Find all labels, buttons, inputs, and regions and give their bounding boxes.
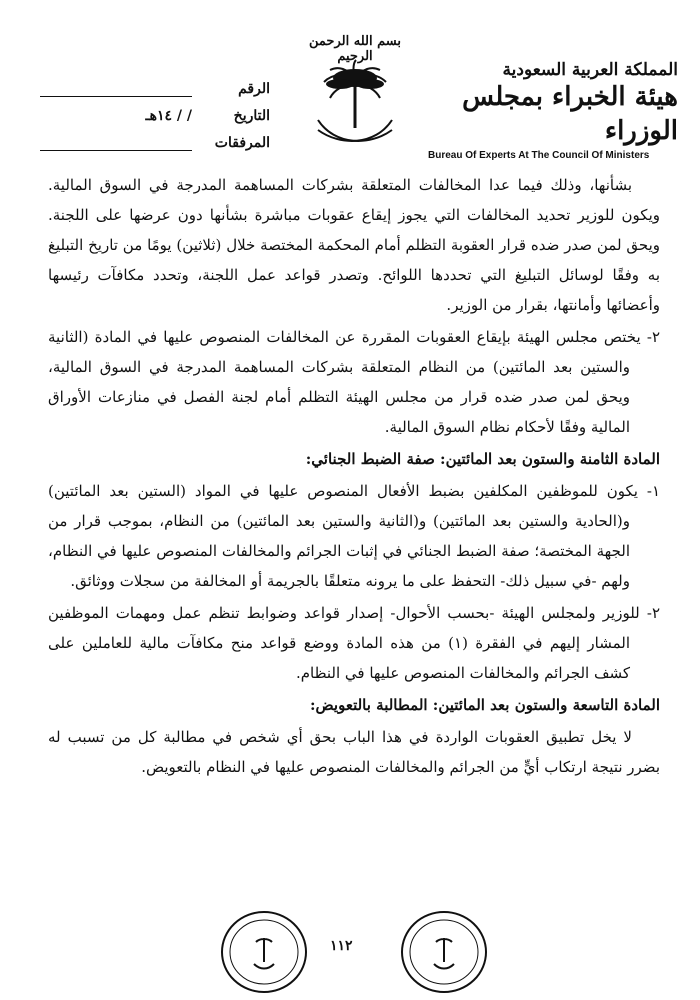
attachments-label: المرفقات (214, 135, 270, 151)
basmala: بسم الله الرحمن الرحيم (309, 34, 401, 64)
org-country: المملكة العربية السعودية (502, 60, 678, 80)
official-stamp-right-icon (400, 908, 488, 996)
document-body (48, 170, 660, 784)
palm-swords-emblem-icon (310, 58, 400, 153)
org-name-english: Bureau Of Experts At The Council Of Ministers (428, 150, 650, 161)
page-number: ١١٢ (330, 938, 353, 954)
date-label: التاريخ (233, 108, 270, 124)
number-label: الرقم (238, 81, 270, 97)
official-stamp-left-icon (220, 908, 308, 996)
article-268-title: المادة الثامنة والستون بعد المائتين: صفة الضبط الجنائي: (305, 450, 660, 468)
paragraph-continuation: بشأنها، وذلك فيما عدا المخالفات المتعلقة بشركات المساهمة المدرجة في السوق المالية. ويكون للوزير تحديد المخالفات التي يجوز إيقاع عقوبات مباشرة بشأنها دون عرضها على اللجنة. ويحق لمن صدر ضده قرار العقوبة التظلم أمام المحكمة المختصة خلال (ثلاثين) يومًا من تاريخ التبليغ به وفقًا لوسائل التبليغ التي تحددها اللوائح. وتصدر قواعد عمل اللجنة، وتحدد مكافآت رئيسها وأعضائها وأمانتها، بقرار من الوزير. (48, 176, 660, 314)
article-269-text: لا يخل تطبيق العقوبات الواردة في هذا الباب بحق أي شخص في مطالبة كل من تسبب له بضرر نتيجة ارتكاب أيٍّ من الجرائم والمخالفات المنصوص عليها في النظام بالتعويض. (48, 728, 660, 776)
letterhead (0, 0, 700, 160)
page-footer (0, 900, 700, 1000)
date-value: / / ١٤هـ (145, 108, 192, 124)
org-name-arabic: هيئة الخبراء بمجلس الوزراء (462, 82, 678, 146)
reference-fields (40, 70, 270, 151)
article-268-item-2: ٢- للوزير ولمجلس الهيئة -بحسب الأحوال- إصدار قواعد وضوابط تنظم عمل ومهمات الموظفين المشار إليهم في الفقرة (١) من هذه المادة ووضع قواعد منح مكافآت مالية للعاملين على كشف الجرائم والمخالفات المنصوص عليها في النظام. (48, 604, 660, 682)
attachments-field (40, 124, 270, 151)
number-field (40, 70, 270, 97)
organization-block (428, 60, 678, 161)
paragraph-item-2: ٢- يختص مجلس الهيئة بإيقاع العقوبات المقررة عن المخالفات المنصوص عليها في المادة (الثانية والستين بعد المائتين) من النظام المتعلقة بشركات المساهمة المدرجة في السوق المالية، ويحق لمن صدر ضده قرار من مجلس الهيئة التظلم أمام لجنة الفصل في منازعات الأوراق المالية وفقًا لأحكام نظام السوق المالية. (48, 328, 660, 436)
number-line (40, 82, 192, 97)
date-field (40, 97, 270, 124)
article-269-title: المادة التاسعة والستون بعد المائتين: المطالبة بالتعويض: (310, 696, 660, 714)
article-268-item-1: ١- يكون للموظفين المكلفين بضبط الأفعال المنصوص عليها في المواد (الستين بعد المائتين) و(الحادية والستين بعد المائتين) و(الثانية والستين بعد المائتين) من النظام، بموجب قرار من الجهة المختصة؛ صفة الضبط الجنائي في إثبات الجرائم والمخالفات المنصوص عليها في النظام، ولهم -في سبيل ذلك- التحفظ على ما يرونه متعلقًا بالجريمة أو المخالفة من سجلات ووثائق. (48, 482, 660, 590)
attachments-line (40, 136, 192, 151)
